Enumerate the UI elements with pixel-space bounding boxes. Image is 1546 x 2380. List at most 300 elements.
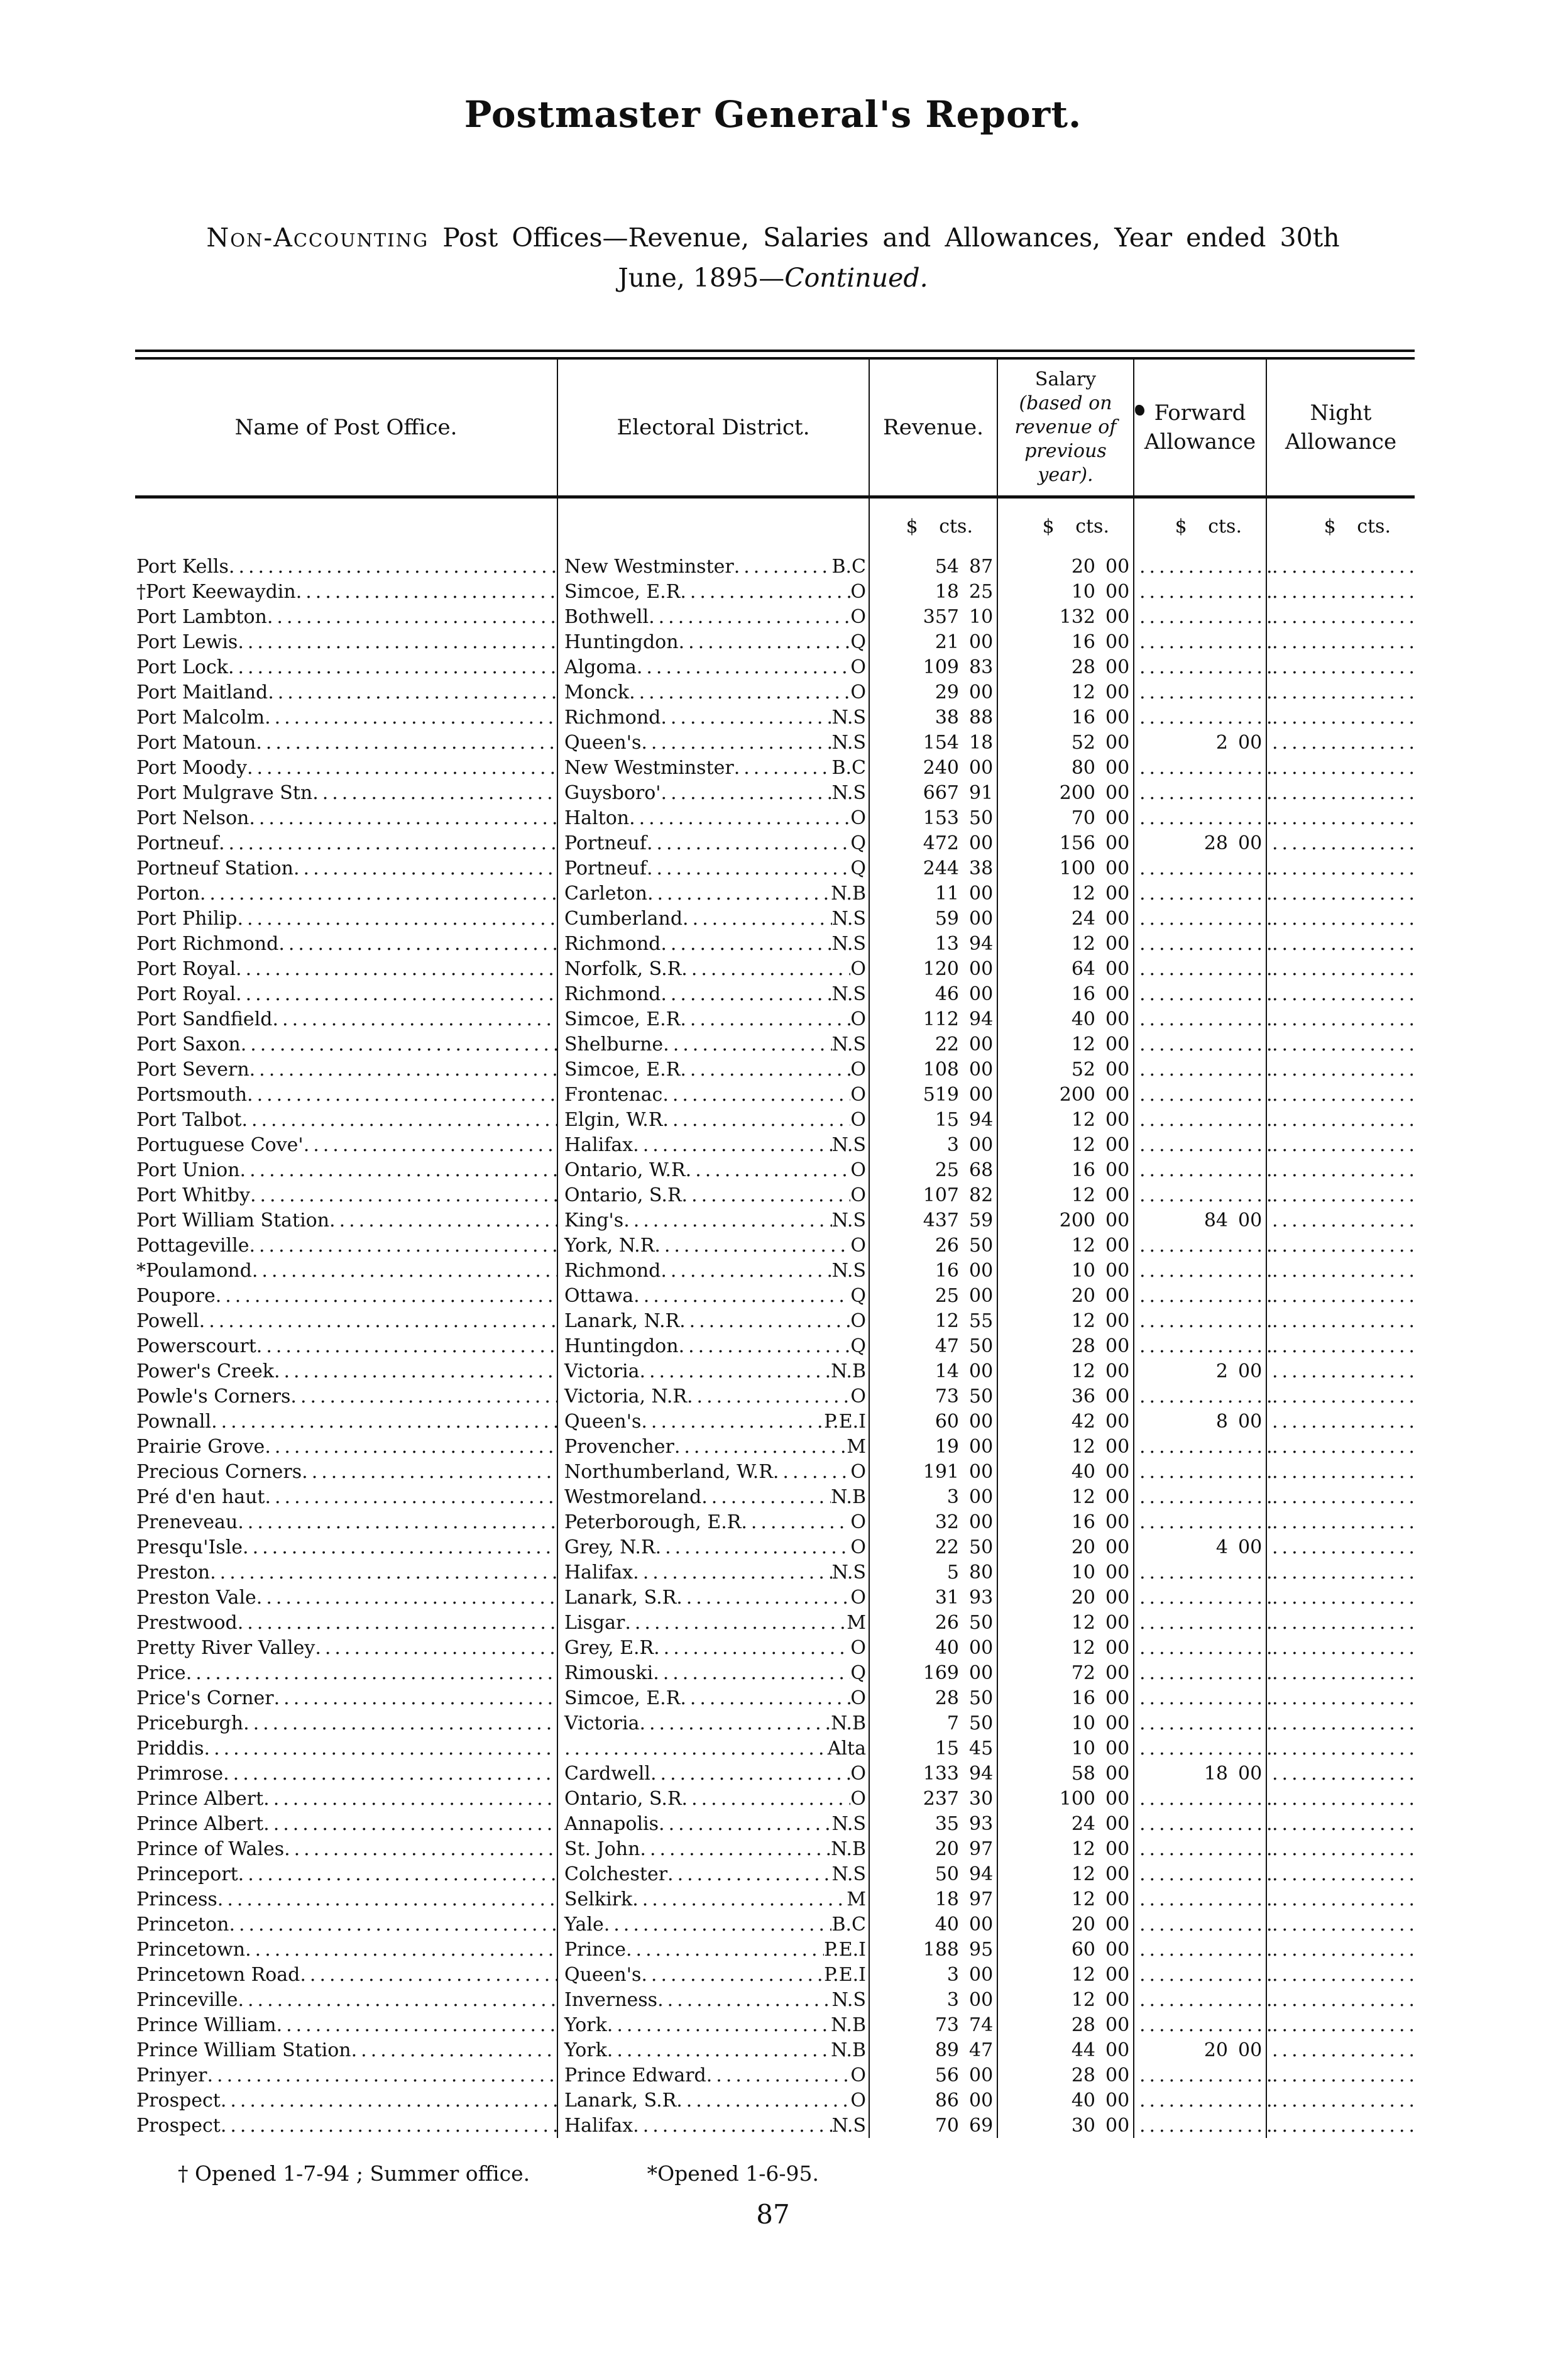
night-allowance-value — [1267, 656, 1425, 678]
electoral-district: Peterborough, E.R — [564, 1511, 742, 1533]
dot-leader — [680, 1059, 850, 1081]
province-abbrev: O — [850, 1083, 866, 1106]
dot-leader — [245, 1939, 557, 1961]
revenue-value: 5 80 — [946, 1561, 994, 1584]
night-allowance-value — [1267, 1033, 1425, 1055]
dot-leader — [1139, 1109, 1271, 1131]
night-allowance-value — [1267, 1788, 1425, 1810]
post-office-name: Portsmouth — [136, 1083, 248, 1106]
night-allowance-value — [1267, 556, 1425, 578]
electoral-district: Prince Edward — [564, 2064, 706, 2086]
electoral-district: Portneuf — [564, 832, 647, 854]
night-allowance-value — [1267, 1260, 1425, 1282]
revenue-value: 32 00 — [935, 1511, 994, 1533]
table-row — [135, 1912, 1415, 1937]
dot-leader — [1272, 1612, 1420, 1634]
table-row — [135, 1333, 1415, 1358]
salary-value: 12 00 — [1071, 1133, 1130, 1156]
dot-leader — [1272, 958, 1420, 980]
forward-allowance-value — [1134, 656, 1276, 678]
salary-value: 12 00 — [1071, 1837, 1130, 1860]
revenue-value: 191 00 — [923, 1460, 994, 1483]
dot-leader — [1139, 1059, 1271, 1081]
post-office-name: Powell — [136, 1309, 199, 1332]
revenue-value: 15 45 — [935, 1737, 994, 1760]
dot-leader — [256, 1335, 557, 1357]
forward-allowance-value — [1134, 1612, 1276, 1634]
forward-allowance-value — [1134, 1788, 1276, 1810]
dot-leader — [284, 1838, 557, 1860]
electoral-district: Colchester — [564, 1863, 668, 1885]
dot-leader — [1272, 1738, 1420, 1760]
post-office-name: Port Matoun — [136, 731, 256, 754]
post-office-name: Port Nelson — [136, 807, 249, 829]
dot-leader — [1272, 832, 1420, 854]
revenue-value: 154 18 — [923, 731, 994, 754]
dot-leader — [680, 1008, 850, 1030]
post-office-name: Precious Corners — [136, 1460, 302, 1483]
province-abbrev: N.B — [831, 1485, 866, 1508]
post-office-name: Port Moody — [136, 756, 247, 779]
dot-leader — [1139, 1964, 1271, 1986]
night-allowance-value — [1267, 2090, 1425, 2112]
dot-leader — [1139, 1712, 1271, 1734]
dot-leader — [1139, 1461, 1271, 1483]
night-allowance-value — [1267, 1914, 1425, 1936]
table-row — [135, 1384, 1415, 1409]
table-row — [135, 1836, 1415, 1861]
night-allowance-value — [1267, 1360, 1425, 1382]
table-row — [135, 680, 1415, 705]
province-abbrev: O — [850, 1159, 866, 1181]
electoral-district: Huntingdon — [564, 1335, 679, 1357]
dot-leader — [200, 883, 557, 905]
post-office-name: Priddis — [136, 1737, 204, 1760]
dot-leader — [564, 1738, 828, 1760]
dot-leader — [682, 1184, 851, 1206]
table-row — [135, 1585, 1415, 1610]
post-office-name: Pré d'en haut — [136, 1485, 265, 1508]
revenue-value: 28 50 — [935, 1687, 994, 1709]
dot-leader — [238, 1511, 557, 1533]
salary-value: 12 00 — [1071, 1636, 1130, 1659]
dot-leader — [1272, 1939, 1420, 1961]
footnotes — [135, 2161, 1415, 2186]
salary-value: 10 00 — [1071, 1259, 1130, 1282]
table-row — [135, 1208, 1415, 1233]
forward-allowance-value — [1134, 1310, 1276, 1332]
forward-allowance-value — [1134, 757, 1276, 779]
dot-leader — [1272, 807, 1420, 829]
salary-header-note: (based on revenue of previous year). — [1014, 392, 1117, 486]
salary-header-title: Salary — [1034, 368, 1097, 390]
revenue-value: 519 00 — [923, 1083, 994, 1106]
col-header-revenue: Revenue. — [869, 360, 997, 497]
salary-value: 64 00 — [1071, 957, 1130, 980]
night-allowance-value — [1267, 2115, 1425, 2137]
dot-leader — [773, 1461, 851, 1483]
revenue-value: 11 00 — [935, 882, 994, 905]
post-office-name: Port Severn — [136, 1058, 249, 1081]
province-abbrev: P.E.I — [824, 1963, 866, 1986]
salary-value: 12 00 — [1071, 1863, 1130, 1885]
province-abbrev: Alta — [827, 1737, 866, 1760]
dot-leader — [265, 1486, 557, 1508]
forward-allowance-value — [1134, 1184, 1276, 1206]
night-allowance-value — [1267, 782, 1425, 804]
dot-leader — [210, 1562, 557, 1584]
night-allowance-value — [1267, 807, 1425, 829]
dot-leader — [679, 1335, 851, 1357]
post-office-name: Port Kells — [136, 555, 229, 578]
dot-leader — [633, 1285, 850, 1307]
dot-leader — [661, 983, 831, 1005]
night-allowance-value — [1267, 1712, 1425, 1734]
forward-allowance-value: 28 00 — [1203, 832, 1263, 854]
province-abbrev: O — [850, 656, 866, 678]
dot-leader — [1139, 1310, 1271, 1332]
dot-leader — [1272, 933, 1420, 955]
province-abbrev: O — [850, 1234, 866, 1257]
electoral-district: Lanark, S.R — [564, 2089, 677, 2112]
table-row — [135, 956, 1415, 981]
table-row — [135, 730, 1415, 755]
table-row — [135, 906, 1415, 931]
post-office-name: Port Royal — [136, 983, 236, 1005]
dot-leader — [681, 958, 850, 980]
electoral-district: Halifax — [564, 1133, 633, 1156]
dot-leader — [1272, 1335, 1420, 1357]
post-office-name: Port Richmond — [136, 932, 279, 955]
salary-value: 52 00 — [1071, 1058, 1130, 1081]
forward-allowance-value — [1134, 1989, 1276, 2011]
post-office-name: Prince Albert — [136, 1787, 264, 1810]
report-subtitle — [0, 218, 1546, 298]
province-abbrev: O — [850, 1108, 866, 1131]
post-office-name: Port Lewis — [136, 631, 238, 653]
salary-value: 12 00 — [1071, 932, 1130, 955]
dot-leader — [1272, 1184, 1420, 1206]
revenue-value: 21 00 — [935, 631, 994, 653]
province-abbrev: N.B — [831, 1712, 866, 1734]
electoral-district: Simcoe, E.R — [564, 1008, 681, 1030]
revenue-value: 35 93 — [935, 1812, 994, 1835]
salary-value: 200 00 — [1059, 781, 1130, 804]
dot-leader — [312, 782, 557, 804]
dot-leader — [686, 1159, 851, 1181]
dot-leader — [667, 1863, 832, 1885]
dot-leader — [1272, 1461, 1420, 1483]
table-row — [135, 1736, 1415, 1761]
salary-value: 12 00 — [1071, 1435, 1130, 1458]
table-row — [135, 1182, 1415, 1208]
salary-value: 200 00 — [1059, 1209, 1130, 1231]
dot-leader — [219, 832, 557, 854]
salary-value: 28 00 — [1071, 656, 1130, 678]
night-allowance-value — [1267, 1084, 1425, 1106]
post-office-name: Priceburgh — [136, 1712, 244, 1734]
table-row — [135, 554, 1415, 579]
night-allowance-value — [1267, 1059, 1425, 1081]
table-row — [135, 805, 1415, 830]
revenue-value: 31 93 — [935, 1586, 994, 1609]
table-row — [135, 1258, 1415, 1283]
electoral-district: Cardwell — [564, 1762, 651, 1785]
night-allowance-value — [1267, 1612, 1425, 1634]
forward-allowance-value: 20 00 — [1203, 2039, 1263, 2061]
dot-leader — [654, 1235, 850, 1257]
salary-value: 16 00 — [1071, 1687, 1130, 1709]
province-abbrev: P.E.I — [824, 1938, 866, 1961]
electoral-district: Grey, N.R — [564, 1536, 655, 1558]
electoral-district: St. John — [564, 1837, 640, 1860]
subtitle-line-1 — [0, 218, 1546, 258]
forward-allowance-value — [1134, 1712, 1276, 1734]
dot-leader — [734, 556, 832, 578]
dot-leader — [265, 707, 557, 729]
revenue-value: 14 00 — [935, 1360, 994, 1382]
dot-leader — [247, 757, 557, 779]
province-abbrev: O — [850, 1636, 866, 1659]
table-row — [135, 2113, 1415, 2138]
dot-leader — [268, 681, 557, 703]
dot-leader — [1139, 631, 1271, 653]
dot-leader — [249, 1059, 557, 1081]
province-abbrev: O — [850, 2064, 866, 2086]
dot-leader — [302, 1461, 557, 1483]
table-row — [135, 1082, 1415, 1107]
revenue-value: 472 00 — [923, 832, 994, 854]
forward-allowance-value — [1134, 681, 1276, 703]
electoral-district: Richmond — [564, 932, 661, 955]
electoral-district: New Westminster — [564, 555, 734, 578]
revenue-value: 20 97 — [935, 1837, 994, 1860]
forward-allowance-value — [1134, 1335, 1276, 1357]
col-header-night-allowance: Night Allowance — [1266, 360, 1415, 497]
post-office-name: Preneveau — [136, 1511, 238, 1533]
revenue-value: 54 87 — [935, 555, 994, 578]
electoral-district: Halifax — [564, 1561, 633, 1584]
forward-allowance-value — [1134, 1888, 1276, 1910]
table-row — [135, 1761, 1415, 1786]
night-allowance-value — [1267, 1109, 1425, 1131]
salary-value: 100 00 — [1059, 1787, 1130, 1810]
province-abbrev: M — [847, 1888, 866, 1910]
dot-leader — [223, 1763, 557, 1785]
dot-leader — [1139, 1033, 1271, 1055]
electoral-district: Ontario, S.R — [564, 1787, 682, 1810]
electoral-district: Victoria, N.R — [564, 1385, 687, 1408]
salary-value: 16 00 — [1071, 1159, 1130, 1181]
dot-leader — [1272, 1662, 1420, 1684]
night-allowance-value — [1267, 958, 1425, 980]
electoral-district: York — [564, 2039, 607, 2061]
post-office-name: Power's Creek — [136, 1360, 274, 1382]
province-abbrev: O — [850, 2089, 866, 2112]
dot-leader — [1272, 1159, 1420, 1181]
salary-value: 156 00 — [1059, 832, 1130, 854]
salary-value: 44 00 — [1071, 2039, 1130, 2061]
dot-leader — [1139, 1863, 1271, 1885]
province-abbrev: O — [850, 1309, 866, 1332]
forward-allowance-value — [1134, 1511, 1276, 1533]
post-office-name: Port Talbot — [136, 1108, 242, 1131]
dot-leader — [1139, 1587, 1271, 1609]
dot-leader — [661, 1260, 831, 1282]
dot-leader — [706, 2064, 851, 2086]
province-abbrev: N.S — [831, 983, 866, 1005]
table-row — [135, 1610, 1415, 1635]
province-abbrev: O — [850, 957, 866, 980]
dot-leader — [657, 1989, 831, 2011]
forward-allowance-value: 2 00 — [1215, 1360, 1263, 1382]
table-row — [135, 705, 1415, 730]
dot-leader — [1272, 1209, 1420, 1231]
night-allowance-value — [1267, 732, 1425, 754]
revenue-value: 437 59 — [923, 1209, 994, 1231]
dot-leader — [1139, 983, 1271, 1005]
footnote-star: *Opened 1-6-95. — [647, 2161, 819, 2186]
forward-allowance-value — [1134, 1084, 1276, 1106]
table-row — [135, 1962, 1415, 1987]
dot-leader — [1272, 732, 1420, 754]
dot-leader — [1139, 908, 1271, 930]
dot-leader — [654, 1637, 850, 1659]
salary-value: 12 00 — [1071, 1309, 1130, 1332]
dot-leader — [1139, 2014, 1271, 2036]
electoral-district: Queen's — [564, 1963, 642, 1986]
salary-value: 16 00 — [1071, 631, 1130, 653]
dot-leader — [273, 1008, 557, 1030]
revenue-value: 13 94 — [935, 932, 994, 955]
dot-leader — [662, 1084, 850, 1106]
dot-leader — [629, 807, 850, 829]
dot-leader — [1139, 1989, 1271, 2011]
table-row — [135, 881, 1415, 906]
province-abbrev: O — [850, 1184, 866, 1206]
dot-leader — [1272, 1436, 1420, 1458]
post-office-name: Powerscourt — [136, 1335, 256, 1357]
dot-leader — [655, 1536, 851, 1558]
header-row — [135, 360, 1415, 497]
salary-value: 40 00 — [1071, 2089, 1130, 2112]
dot-leader — [1139, 1008, 1271, 1030]
dot-leader — [236, 983, 557, 1005]
province-abbrev: N.S — [831, 731, 866, 754]
dot-leader — [1272, 2115, 1420, 2137]
table-body — [135, 554, 1415, 2138]
dot-leader — [1139, 1637, 1271, 1659]
revenue-value: 22 00 — [935, 1033, 994, 1055]
table-row — [135, 654, 1415, 680]
salary-value: 28 00 — [1071, 2064, 1130, 2086]
dot-leader — [661, 782, 832, 804]
salary-value: 40 00 — [1071, 1460, 1130, 1483]
dot-leader — [186, 1662, 557, 1684]
night-allowance-value — [1267, 1687, 1425, 1709]
table-row — [135, 1660, 1415, 1685]
electoral-district: Norfolk, S.R — [564, 957, 682, 980]
dot-leader — [1272, 606, 1420, 628]
dot-leader — [1139, 1612, 1271, 1634]
dot-leader — [1139, 933, 1271, 955]
dot-leader — [1272, 1838, 1420, 1860]
province-abbrev: Q — [850, 631, 866, 653]
post-office-name: Port Lambton — [136, 605, 267, 628]
forward-allowance-value — [1134, 2064, 1276, 2086]
table-row — [135, 780, 1415, 805]
electoral-district: Ottawa — [564, 1284, 634, 1307]
forward-allowance-value — [1134, 1008, 1276, 1030]
table-row — [135, 2063, 1415, 2088]
dot-leader — [626, 1939, 824, 1961]
revenue-value: 188 95 — [923, 1938, 994, 1961]
province-abbrev: O — [850, 1385, 866, 1408]
dot-leader — [679, 1310, 850, 1332]
post-office-name: Prince William Station — [136, 2039, 351, 2061]
forward-allowance-value — [1134, 2090, 1276, 2112]
revenue-value: 25 68 — [935, 1159, 994, 1181]
forward-allowance-value — [1134, 1813, 1276, 1835]
table-row — [135, 1484, 1415, 1509]
revenue-value: 18 97 — [935, 1888, 994, 1910]
night-allowance-value — [1267, 883, 1425, 905]
revenue-value: 108 00 — [923, 1058, 994, 1081]
salary-value: 20 00 — [1071, 1536, 1130, 1558]
electoral-district: Prince — [564, 1938, 626, 1961]
col-header-district: Electoral District. — [557, 360, 869, 497]
dot-leader — [1139, 606, 1271, 628]
forward-allowance-value — [1134, 606, 1276, 628]
post-office-name: Preston — [136, 1561, 211, 1584]
dot-leader — [1139, 1939, 1271, 1961]
post-office-name: Prince Albert — [136, 1812, 264, 1835]
revenue-value: 56 00 — [935, 2064, 994, 2086]
table-row — [135, 1157, 1415, 1182]
post-office-name: Port Sandfield — [136, 1008, 273, 1030]
province-abbrev: N.S — [831, 1209, 866, 1231]
dot-leader — [1272, 1587, 1420, 1609]
night-allowance-value — [1267, 707, 1425, 729]
salary-value: 24 00 — [1071, 1812, 1130, 1835]
forward-allowance-value — [1134, 1436, 1276, 1458]
electoral-district: Richmond — [564, 1259, 661, 1282]
dot-leader — [1139, 883, 1271, 905]
salary-value: 28 00 — [1071, 1335, 1130, 1357]
night-allowance-value — [1267, 1838, 1425, 1860]
province-abbrev: N.S — [831, 1259, 866, 1282]
dot-leader — [1272, 983, 1420, 1005]
forward-allowance-value — [1134, 883, 1276, 905]
subtitle-rest: Post Offices—Revenue, Salaries and Allowances, Year ended 30th — [429, 223, 1340, 253]
page-number: 87 — [756, 2199, 790, 2230]
dot-leader — [217, 1888, 557, 1910]
salary-value: 70 00 — [1071, 807, 1130, 829]
revenue-value: 153 50 — [923, 807, 994, 829]
dot-leader — [243, 1712, 557, 1734]
night-allowance-value — [1267, 1461, 1425, 1483]
dot-leader — [639, 1360, 831, 1382]
dot-leader — [1139, 1285, 1271, 1307]
night-allowance-value — [1267, 1386, 1425, 1408]
salary-value: 36 00 — [1071, 1385, 1130, 1408]
dot-leader — [293, 857, 557, 879]
post-office-name: Princeton — [136, 1913, 229, 1936]
province-abbrev: M — [847, 1435, 866, 1458]
dot-leader — [229, 556, 557, 578]
table-row — [135, 1987, 1415, 2012]
table-row — [135, 1308, 1415, 1333]
